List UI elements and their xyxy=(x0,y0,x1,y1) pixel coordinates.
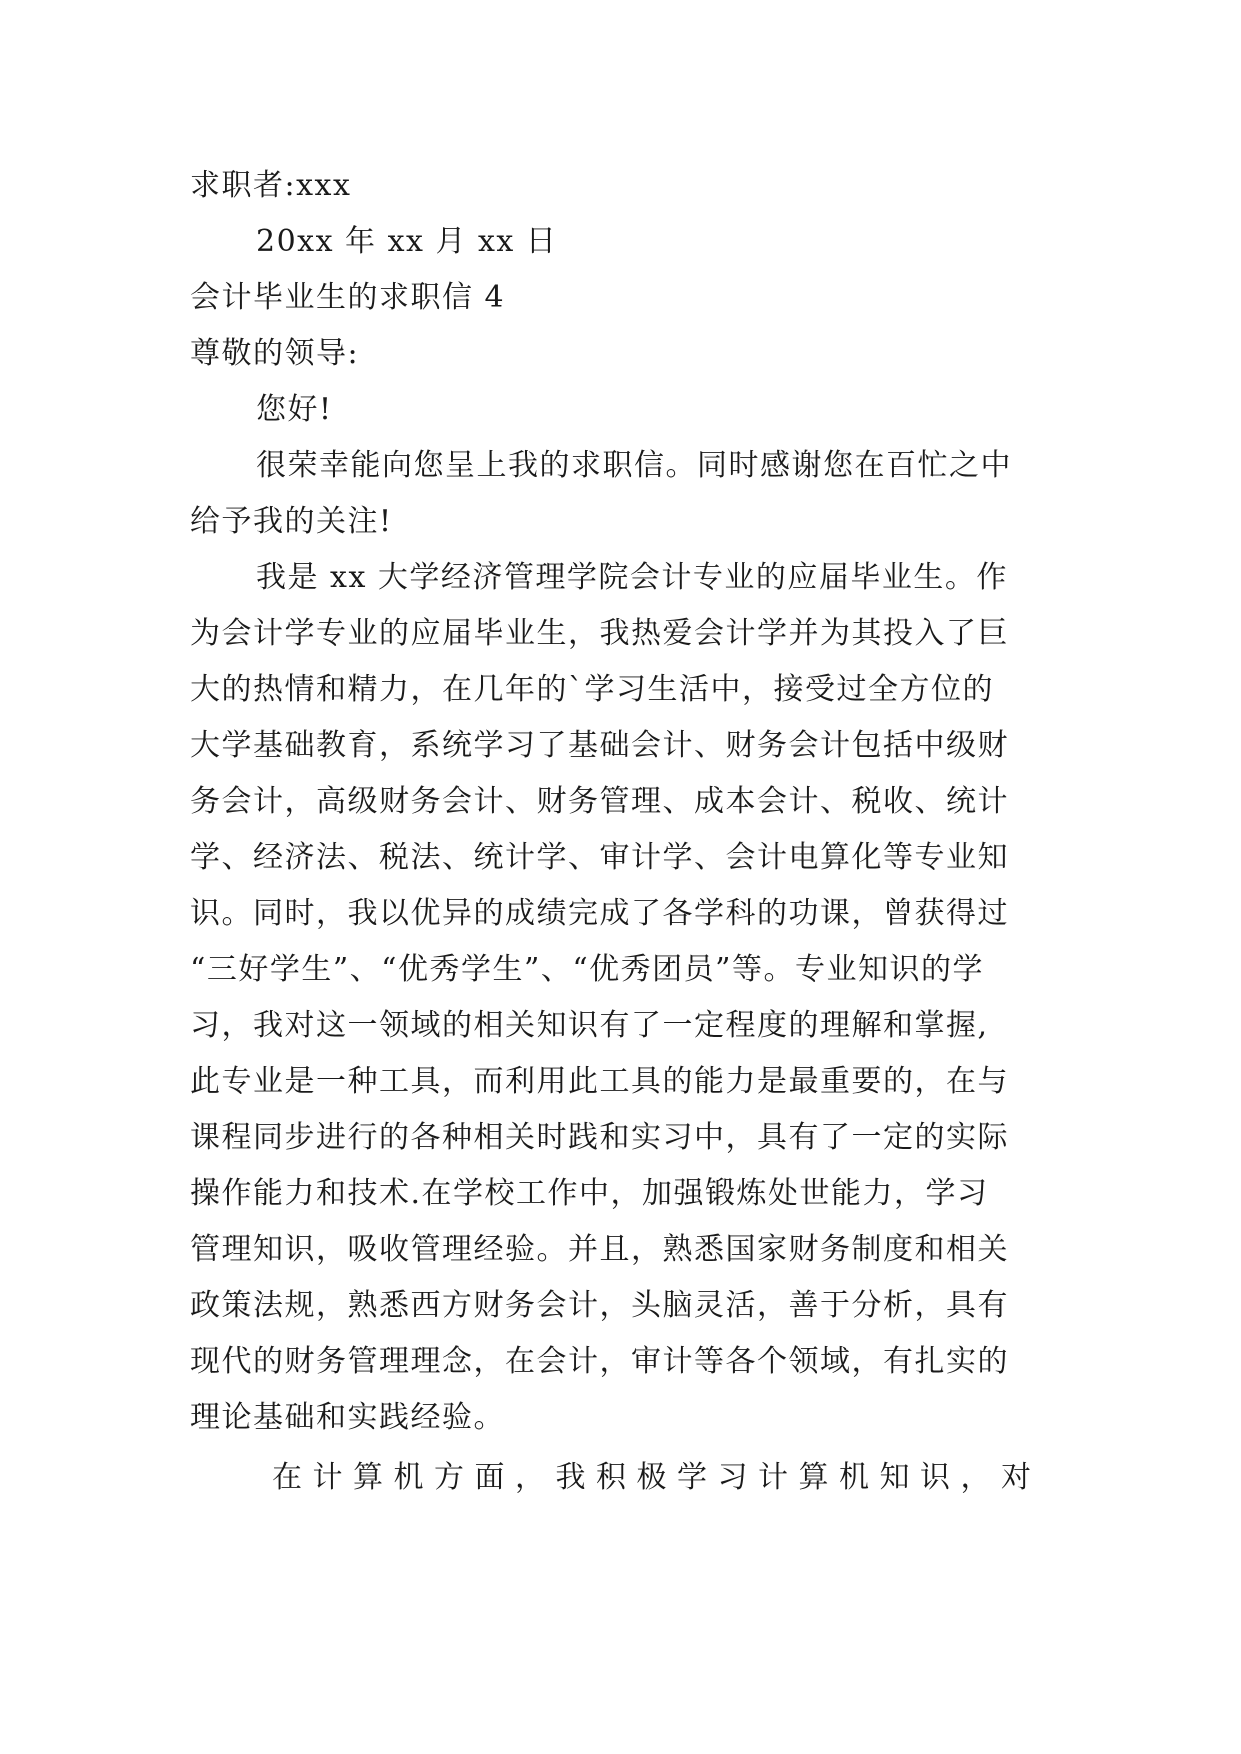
paragraph-line: 操作能力和技术.在学校工作中，加强锻炼处世能力，学习 xyxy=(190,1176,989,1211)
paragraph-line: 我是 xx 大学经济管理学院会计专业的应届毕业生。作 xyxy=(256,560,1008,595)
salutation: 尊敬的领导: xyxy=(190,336,360,371)
sign-off: 求职者:xxx xyxy=(190,168,352,203)
paragraph-line: 大的热情和精力，在几年的`学习生活中，接受过全方位的 xyxy=(190,672,994,707)
paragraph-line: “三好学生”、“优秀学生”、“优秀团员”等。专业知识的学 xyxy=(190,952,985,987)
paragraph-line: 大学基础教育，系统学习了基础会计、财务会计包括中级财 xyxy=(190,728,1009,763)
paragraph-line: 在计算机方面，我积极学习计算机知识，对 xyxy=(272,1460,1042,1495)
paragraph-line: 课程同步进行的各种相关时践和实习中，具有了一定的实际 xyxy=(190,1120,1009,1155)
paragraph-line: 学、经济法、税法、统计学、审计学、会计电算化等专业知 xyxy=(190,840,1009,875)
paragraph-line: 政策法规，熟悉西方财务会计，头脑灵活，善于分析，具有 xyxy=(190,1288,1009,1323)
paragraph-line: 给予我的关注! xyxy=(190,504,393,539)
paragraph-line: 很荣幸能向您呈上我的求职信。同时感谢您在百忙之中 xyxy=(256,448,1012,483)
paragraph-line: 为会计学专业的应届毕业生，我热爱会计学并为其投入了巨 xyxy=(190,616,1009,651)
letter-title: 会计毕业生的求职信 4 xyxy=(190,280,506,315)
paragraph-line: 习，我对这一领域的相关知识有了一定程度的理解和掌握, xyxy=(190,1008,989,1043)
date-line: 20xx 年 xx 月 xx 日 xyxy=(256,224,558,259)
paragraph-line: 此专业是一种工具，而利用此工具的能力是最重要的，在与 xyxy=(190,1064,1009,1099)
paragraph-line: 管理知识，吸收管理经验。并且，熟悉国家财务制度和相关 xyxy=(190,1232,1009,1267)
paragraph-line: 务会计，高级财务会计、财务管理、成本会计、税收、统计 xyxy=(190,784,1009,819)
paragraph-line: 识。同时，我以优异的成绩完成了各学科的功课，曾获得过 xyxy=(190,896,1009,931)
paragraph-line: 理论基础和实践经验。 xyxy=(190,1400,505,1435)
paragraph-line: 现代的财务管理理念，在会计，审计等各个领域，有扎实的 xyxy=(190,1344,1009,1379)
greeting: 您好! xyxy=(256,392,333,427)
